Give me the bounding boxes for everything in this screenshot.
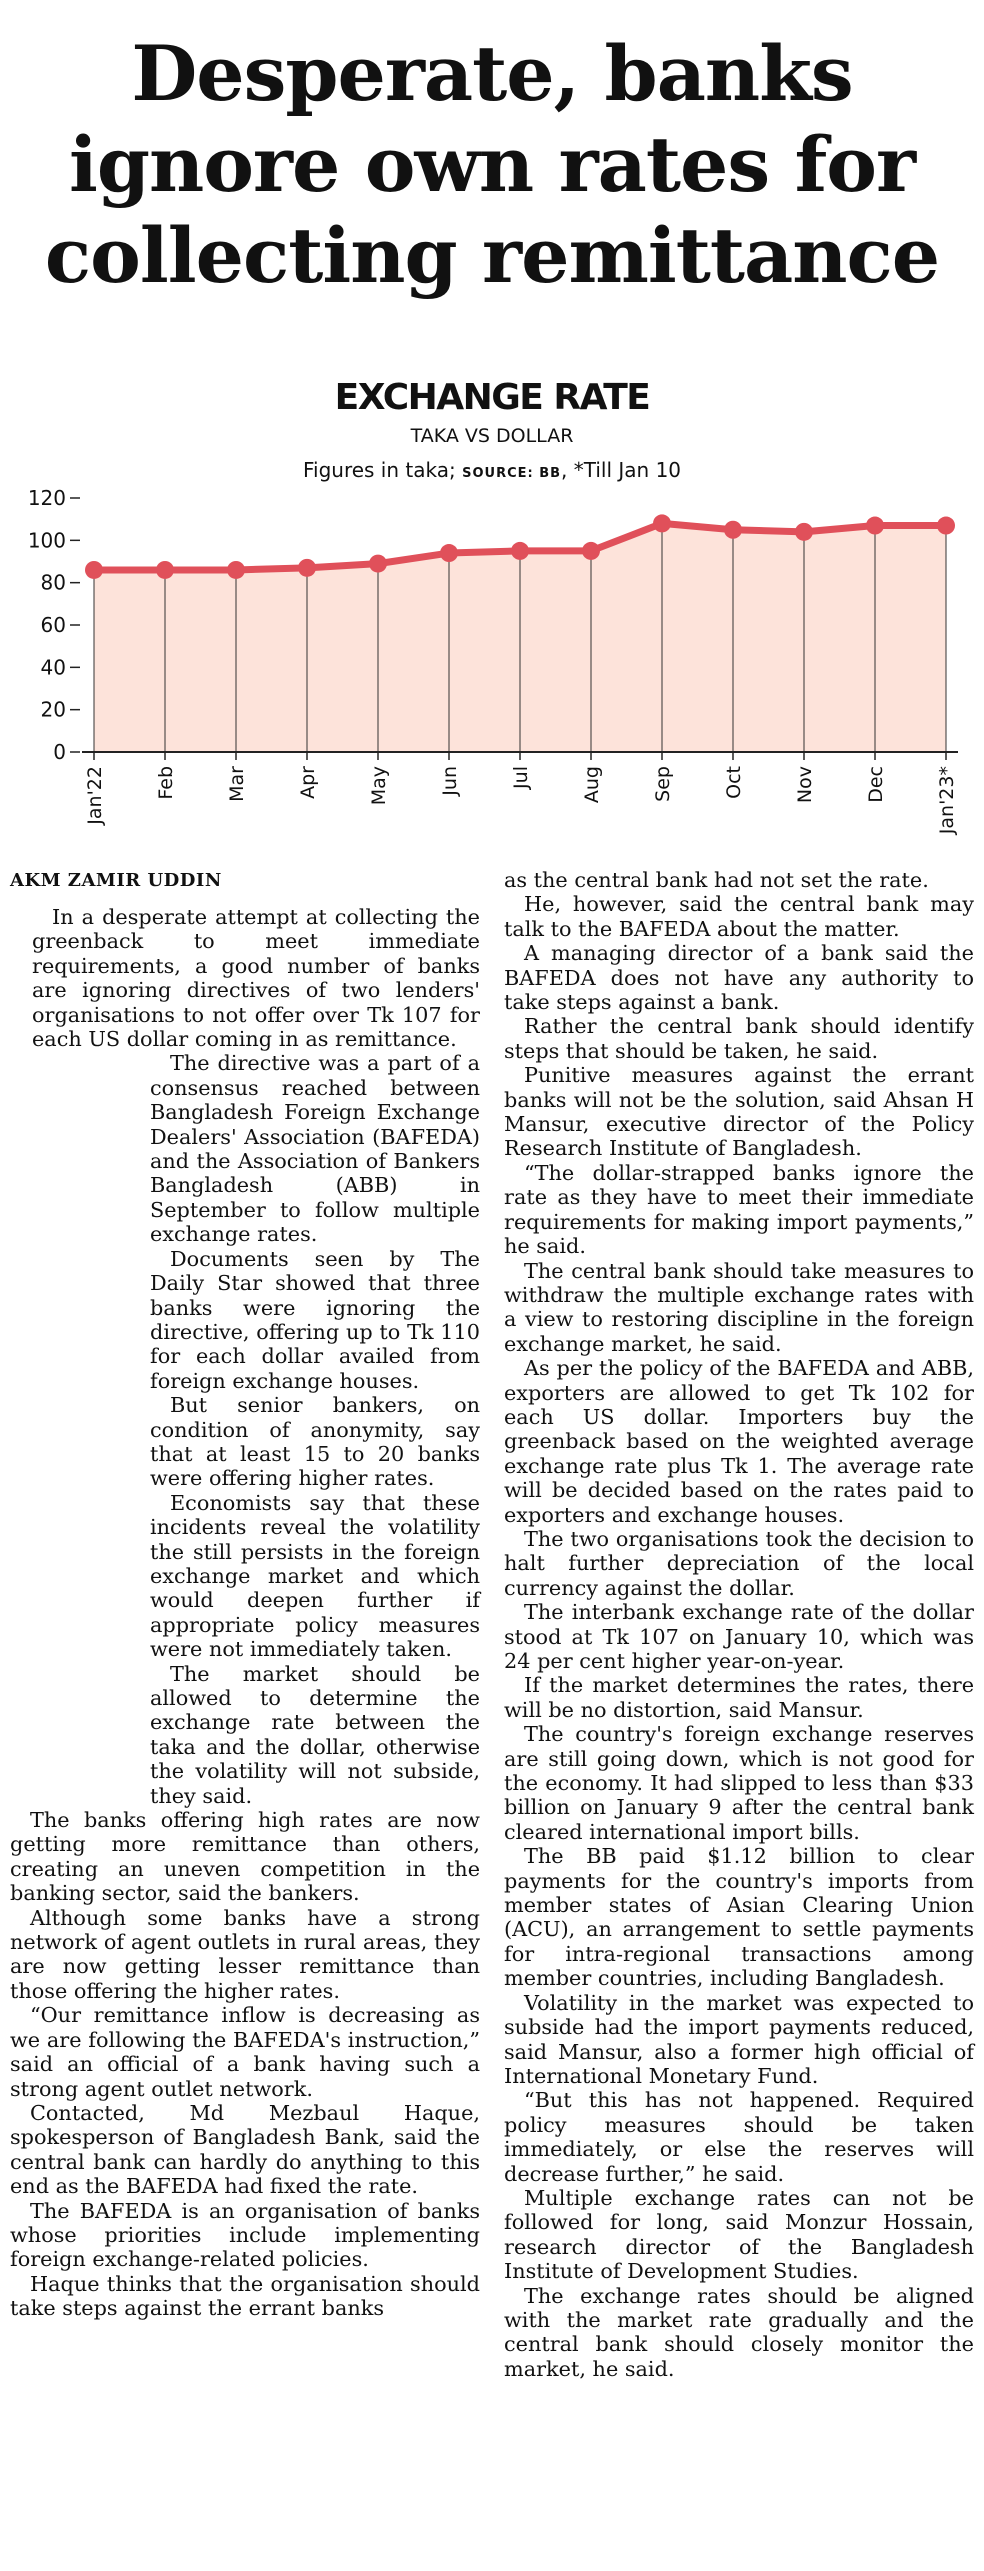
chart-x-tick-label: Jan'22 xyxy=(84,766,106,825)
chart-x-tick-label: Apr xyxy=(297,766,319,799)
chart-y-tick-label: 20 xyxy=(40,697,66,722)
article-paragraph: The central bank should take measures to withdraw the multiple exchange rates with a view to restoring discipline in the foreign exchange market, he said. xyxy=(504,1258,974,1356)
chart-data-point xyxy=(582,542,600,560)
chart-x-tick-label: Mar xyxy=(226,766,248,802)
article-paragraph: Volatility in the market was expected to subside had the import payments reduced, said Mansur, also a former high official of International Monetary Fund. xyxy=(504,1990,974,2088)
chart-y-tick-label: 40 xyxy=(40,655,66,680)
article-left-column xyxy=(10,905,480,2321)
exchange-rate-chart xyxy=(0,482,984,862)
article-paragraph: Contacted, Md Mezbaul Haque, spokesperson of Bangladesh Bank, said the central bank can hardly do anything to this end as the BAFEDA had fixed the rate. xyxy=(10,2100,480,2199)
chart-x-tick-label: Dec xyxy=(865,766,887,803)
chart-data-point xyxy=(440,544,458,562)
chart-data-point xyxy=(369,555,387,573)
article-paragraph: Documents seen by The Daily Star showed that three banks were ignoring the directive, offering up to Tk 110 for each dollar availed from foreign exchange houses. xyxy=(150,1246,480,1393)
chart-data-point xyxy=(795,523,813,541)
chart-x-tick-label: Jun xyxy=(439,766,461,796)
article-right-column xyxy=(504,868,974,2381)
chart-data-point xyxy=(511,542,529,560)
chart-y-tick-label: 0 xyxy=(53,740,66,764)
chart-note-suffix: , *Till Jan 10 xyxy=(561,458,682,482)
chart-x-tick-label: Jan'23* xyxy=(936,766,958,835)
article-paragraph: The directive was a part of a consensus reached between Bangladesh Foreign Exchange Dealers' Association (BAFEDA) and the Association of Bankers Bangladesh (ABB) in September to follow multiple exchange rates. xyxy=(150,1051,480,1247)
article-paragraph: “But this has not happened. Required policy measures should be taken immediately, or else the reserves will decrease further,” he said. xyxy=(504,2088,974,2186)
article-paragraph: Although some banks have a strong network of agent outlets in rural areas, they are now getting lesser remittance than those offering the higher rates. xyxy=(10,1905,480,2003)
chart-data-point xyxy=(227,561,245,579)
chart-x-tick-label: Nov xyxy=(794,766,816,804)
chart-y-tick-label: 80 xyxy=(40,570,66,595)
article-paragraph: The BB paid $1.12 billion to clear payments for the country's imports from member states of Asian Clearing Union (ACU), an arrangement to settle payments for intra-regional transactions among member countries, including Bangladesh. xyxy=(504,1844,974,1991)
chart-data-point xyxy=(85,561,103,579)
chart-y-tick-label: 120 xyxy=(27,486,66,510)
article-paragraph: as the central bank had not set the rate. xyxy=(504,868,929,892)
headline: Desperate, banks ignore own rates for collecting remittance xyxy=(44,29,940,300)
chart-note-prefix: Figures in taka; xyxy=(302,458,463,482)
article-paragraph: Haque thinks that the organisation should take steps against the errant banks xyxy=(10,2271,480,2321)
article-paragraph: In a desperate attempt at collecting the greenback to meet immediate requirements, a good number of banks are ignoring directives of two lenders' organisations to not offer over Tk 107 for each US dollar coming in as remittance. xyxy=(32,905,480,1052)
chart-x-tick-label: Feb xyxy=(155,766,177,800)
article-paragraph: Punitive measures against the errant banks will not be the solution, said Ahsan H Mansur, executive director of the Policy Research Institute of Bangladesh. xyxy=(504,1063,974,1161)
chart-title: EXCHANGE RATE xyxy=(334,377,650,418)
article-paragraph: But senior bankers, on condition of anonymity, say that at least 15 to 20 banks were offering higher rates. xyxy=(150,1393,480,1491)
chart-subtitle: TAKA VS DOLLAR xyxy=(410,425,574,447)
chart-x-tick-label: May xyxy=(368,766,390,806)
chart-y-tick-label: 100 xyxy=(27,528,66,553)
chart-data-point xyxy=(156,561,174,579)
article-paragraph: The BAFEDA is an organisation of banks whose priorities include implementing foreign exchange-related policies. xyxy=(10,2198,480,2272)
chart-x-tick-label: Aug xyxy=(581,766,603,804)
chart-source-label: SOURCE: BB xyxy=(462,466,562,481)
article-paragraph: If the market determines the rates, there will be no distortion, said Mansur. xyxy=(504,1673,974,1722)
chart-data-point xyxy=(866,517,884,535)
article-paragraph: The banks offering high rates are now getting more remittance than others, creating an uneven competition in the banking sector, said the bankers. xyxy=(10,1808,480,1906)
article-paragraph: The two organisations took the decision to halt further depreciation of the local currency against the dollar. xyxy=(504,1526,974,1600)
article-paragraph: Multiple exchange rates can not be followed for long, said Monzur Hossain, research director of the Bangladesh Institute of Development Studies. xyxy=(504,2185,974,2284)
article-paragraph: As per the policy of the BAFEDA and ABB, exporters are allowed to get Tk 102 for each US dollar. Importers buy the greenback based on the weighted average exchange rate plus Tk 1. The average rate will be decided based on the rates paid to exporters and exchange houses. xyxy=(504,1356,974,1527)
chart-y-tick-label: 60 xyxy=(40,613,66,637)
article-paragraph: “Our remittance inflow is decreasing as we are following the BAFEDA's instruction,” said an official of a bank having such a strong agent outlet network. xyxy=(10,2003,480,2101)
byline: AKM ZAMIR UDDIN xyxy=(10,870,222,891)
article-paragraph: A managing director of a bank said the BAFEDA does not have any authority to take steps against a bank. xyxy=(504,941,974,1015)
article-paragraph: The country's foreign exchange reserves are still going down, which is not good for the economy. It had slipped to less than $33 billion on January 9 after the central bank cleared international import bills. xyxy=(504,1722,974,1844)
article-paragraph: The market should be allowed to determine the exchange rate between the taka and the dollar, otherwise the volatility will not subside, they said. xyxy=(150,1661,480,1808)
chart-x-tick-label: Jul xyxy=(510,766,532,789)
article-paragraph: Economists say that these incidents reveal the volatility the still persists in the foreign exchange market and which would deepen further if appropriate policy measures were not immediately taken. xyxy=(150,1490,480,1662)
article-paragraph: Rather the central bank should identify steps that should be taken, he said. xyxy=(504,1014,974,1063)
chart-x-tick-label: Sep xyxy=(652,766,674,802)
chart-x-tick-label: Oct xyxy=(723,766,745,799)
chart-data-point xyxy=(298,559,316,577)
article-paragraph: The exchange rates should be aligned with the market rate gradually and the central bank should closely monitor the market, he said. xyxy=(504,2283,974,2381)
article-paragraph: He, however, said the central bank may talk to the BAFEDA about the matter. xyxy=(504,892,974,941)
chart-data-point xyxy=(653,514,671,532)
article-paragraph: The interbank exchange rate of the dollar stood at Tk 107 on January 10, which was 24 per cent higher year-on-year. xyxy=(504,1600,974,1673)
article-paragraph: “The dollar-strapped banks ignore the rate as they have to meet their immediate requirements for making import payments,” he said. xyxy=(504,1160,974,1259)
chart-data-point xyxy=(937,517,955,535)
chart-data-point xyxy=(724,521,742,539)
